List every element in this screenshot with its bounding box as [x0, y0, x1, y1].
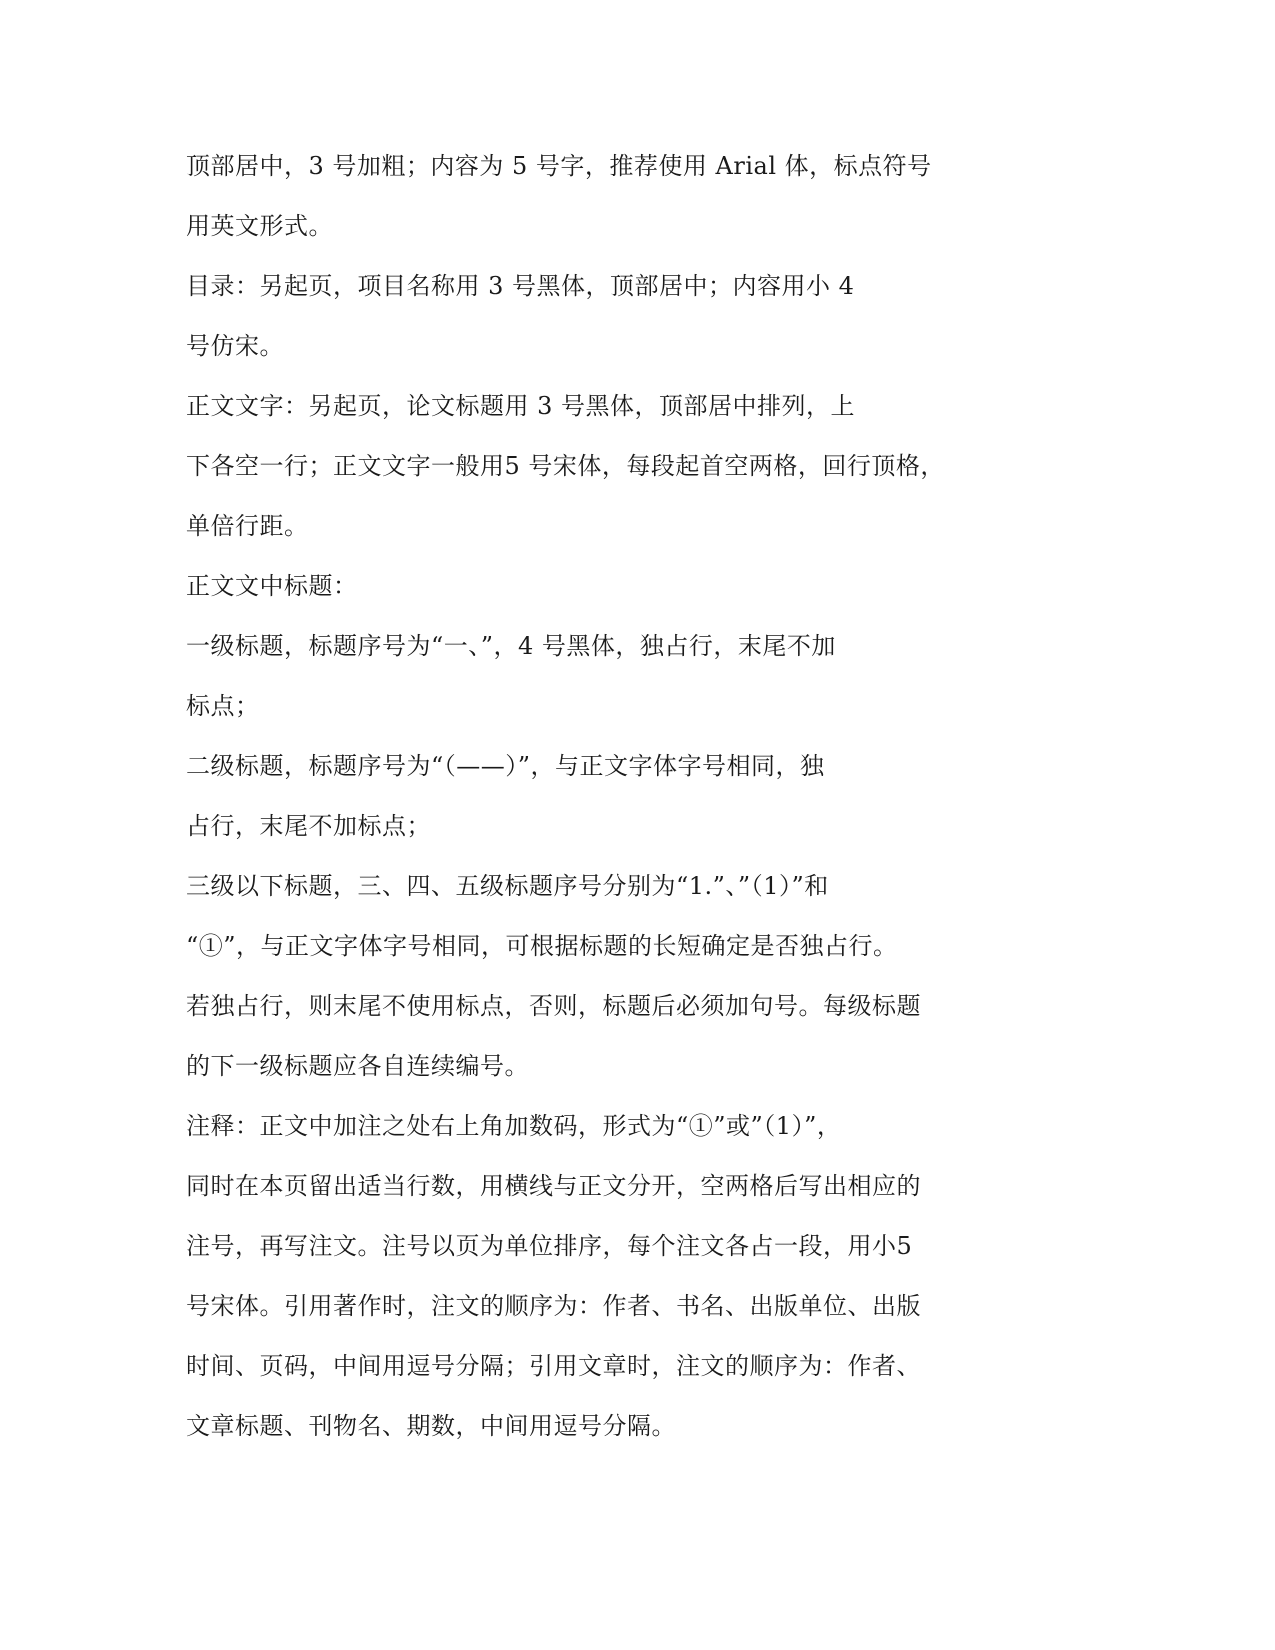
text-line: 二级标题，标题序号为“（——）”，与正文字体字号相同，独 — [186, 752, 825, 780]
text-line: 标点； — [186, 692, 260, 720]
text-line: “①”，与正文字体字号相同，可根据标题的长短确定是否独占行。 — [186, 932, 898, 960]
text-line: 一级标题，标题序号为“一、”，4 号黑体，独占行，末尾不加 — [186, 632, 836, 660]
text-line: 注释：正文中加注之处右上角加数码，形式为“①”或”（1）”， — [186, 1112, 842, 1140]
text-line: 同时在本页留出适当行数，用横线与正文分开，空两格后写出相应的 — [186, 1172, 921, 1200]
document-body — [186, 136, 946, 1456]
text-line: 占行，末尾不加标点； — [186, 812, 431, 840]
text-line: 正文文字：另起页，论文标题用 3 号黑体，顶部居中排列，上 — [186, 392, 856, 420]
text-line: 时间、页码，中间用逗号分隔；引用文章时，注文的顺序为：作者、 — [186, 1352, 921, 1380]
text-line: 的下一级标题应各自连续编号。 — [186, 1052, 529, 1080]
text-line: 注号，再写注文。注号以页为单位排序，每个注文各占一段，用小5 — [186, 1232, 913, 1260]
text-line: 三级以下标题，三、四、五级标题序号分别为“1.”、”（1）”和 — [186, 872, 829, 900]
text-line: 正文文中标题： — [186, 572, 358, 600]
text-line: 目录：另起页，项目名称用 3 号黑体，顶部居中；内容用小 4 — [186, 272, 855, 300]
text-line: 号宋体。引用著作时，注文的顺序为：作者、书名、出版单位、出版 — [186, 1292, 921, 1320]
text-line: 顶部居中，3 号加粗；内容为 5 号字，推荐使用 Arial 体，标点符号 — [186, 152, 932, 180]
text-line: 号仿宋。 — [186, 332, 284, 360]
text-line: 用英文形式。 — [186, 212, 333, 240]
text-line: 若独占行，则末尾不使用标点，否则，标题后必须加句号。每级标题 — [186, 992, 921, 1020]
text-line: 下各空一行；正文文字一般用5 号宋体，每段起首空两格，回行顶格， — [186, 452, 945, 480]
text-line: 文章标题、刊物名、期数，中间用逗号分隔。 — [186, 1412, 676, 1440]
text-line: 单倍行距。 — [186, 512, 309, 540]
